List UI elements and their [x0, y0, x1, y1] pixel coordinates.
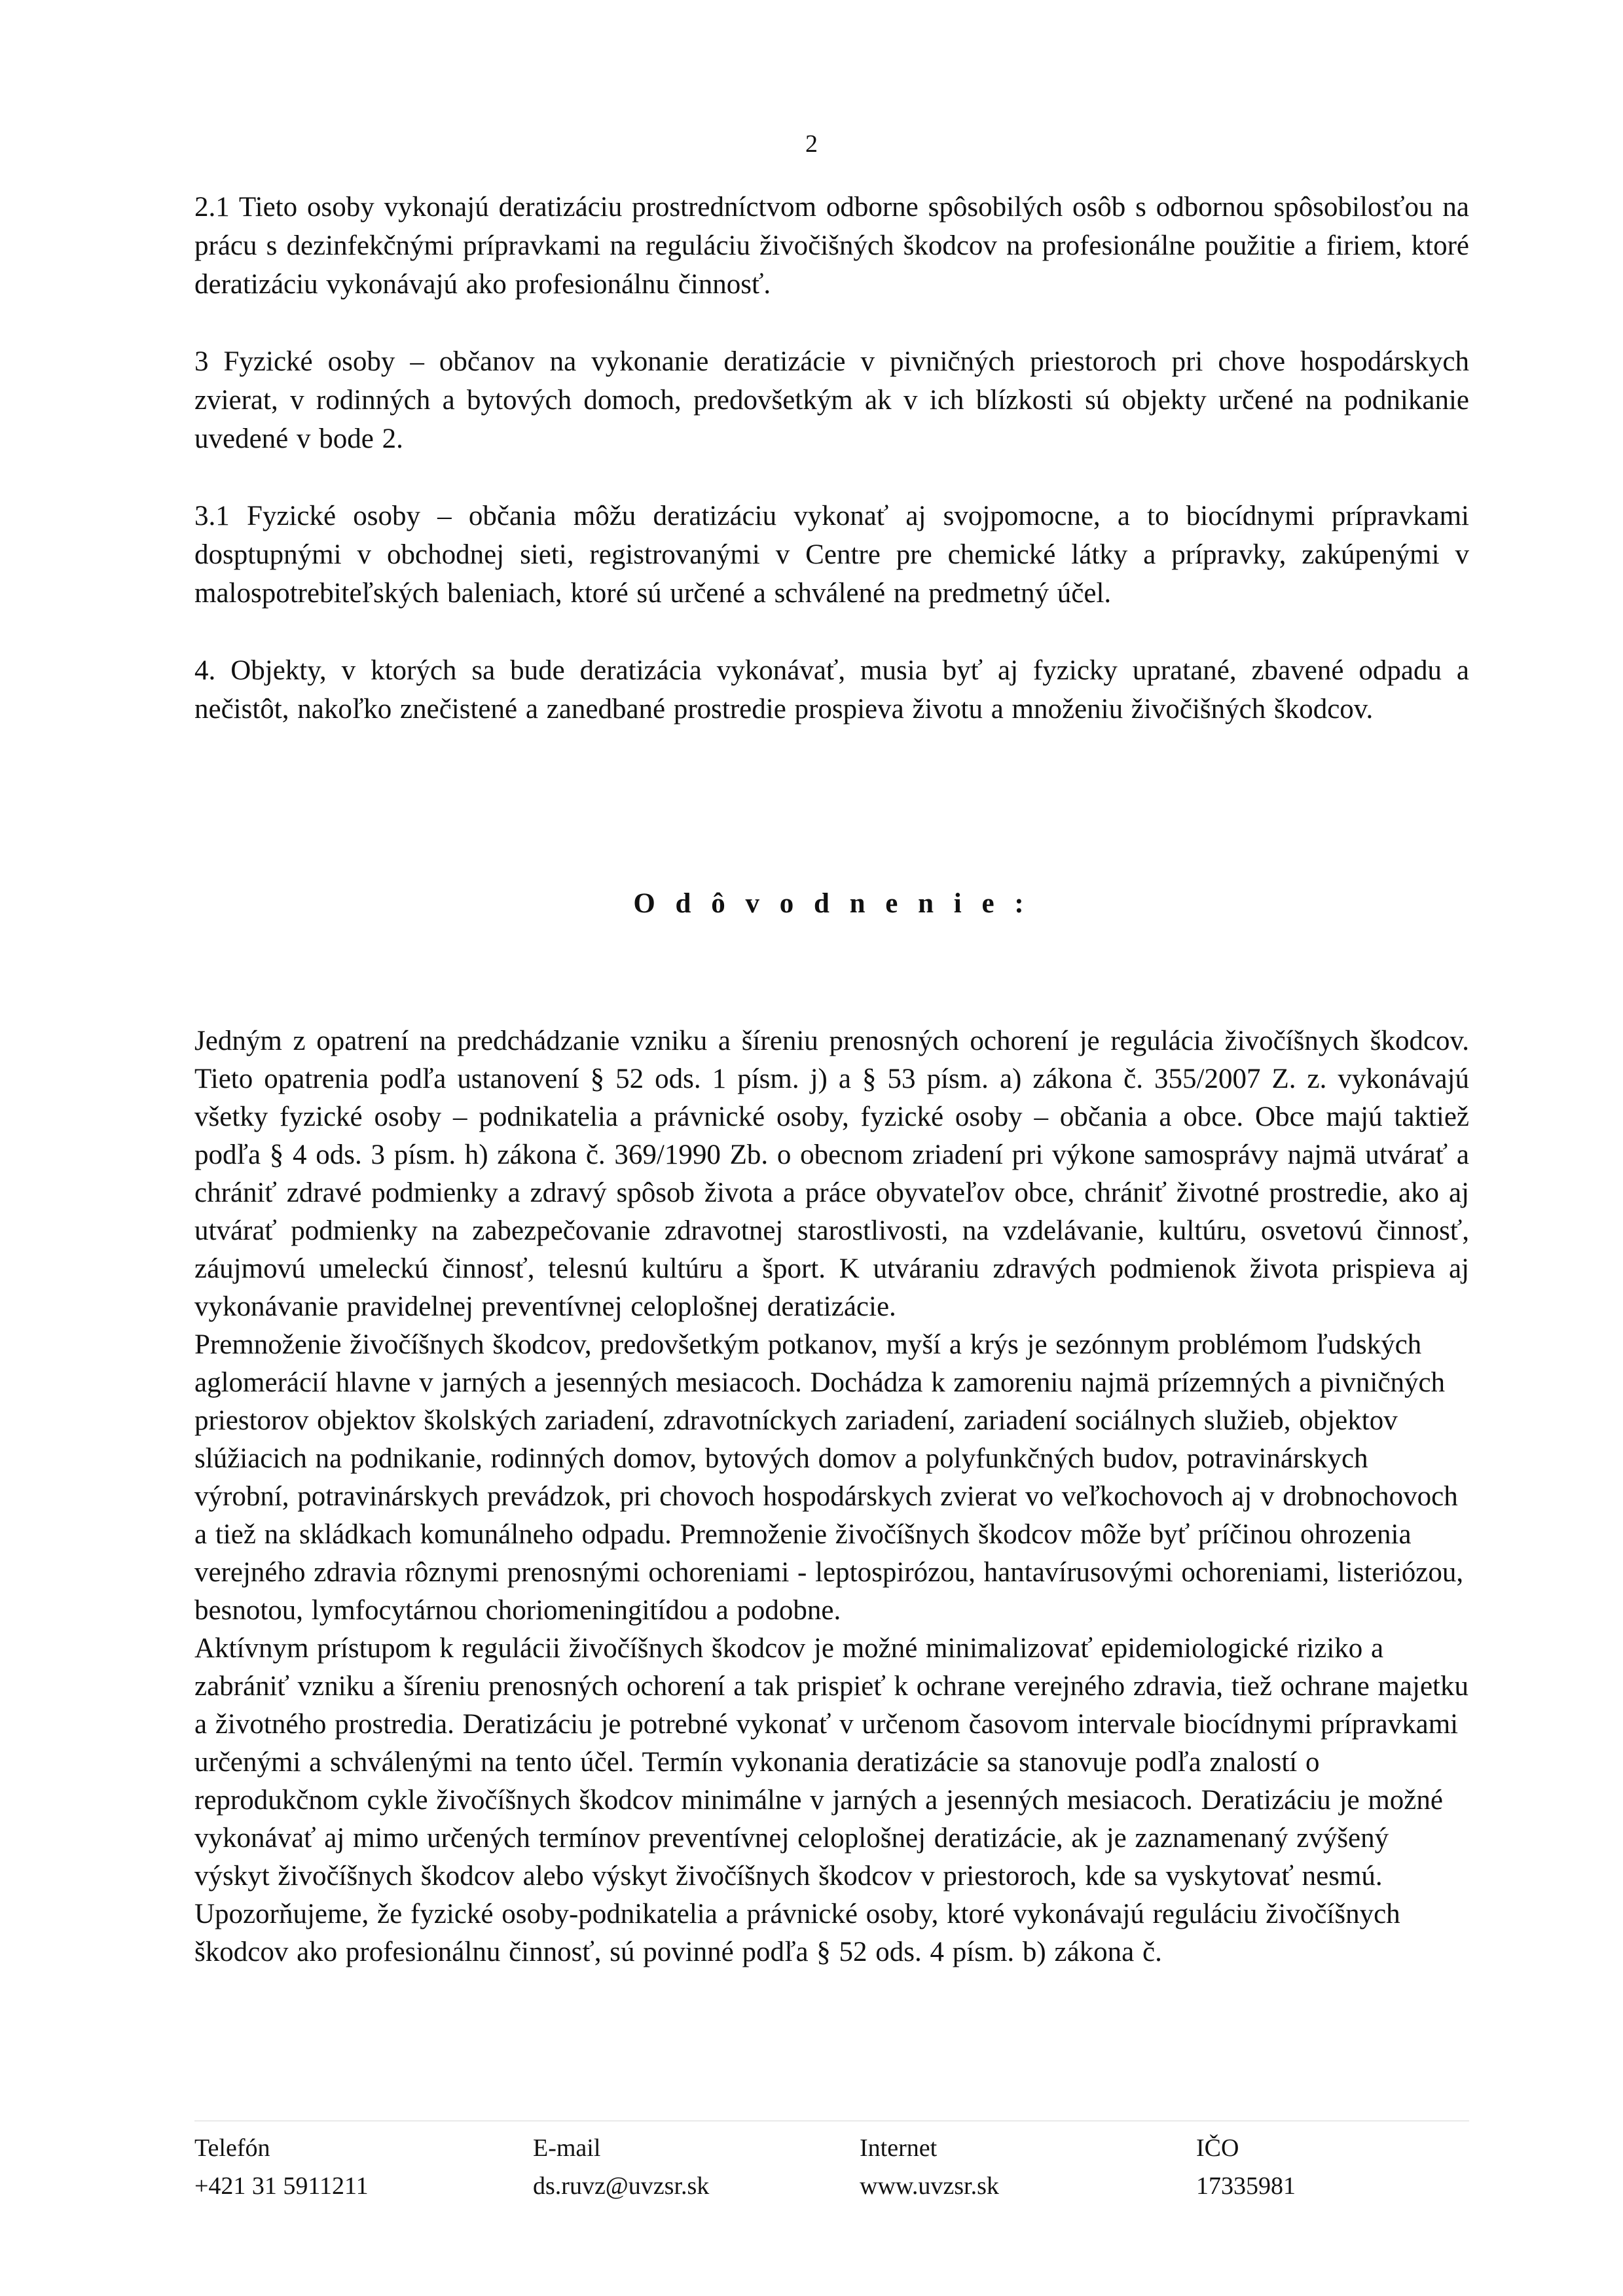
paragraph-2-1: 2.1 Tieto osoby vykonajú deratizáciu prostredníctvom odborne spôsobilých osôb s odbornou spôsobilosťou na prácu s dezinfekčnými prípravkami na reguláciu živočišných škodcov na profesionálne použitie a firiem, ktoré deratizáciu vykonávajú ako profesionálnu činnosť. — [194, 192, 1469, 300]
justification-paragraph-1: Jedným z opatrení na predchádzanie vzniku a šíreniu prenosných ochorení je regulácia živočíšnych škodcov. Tieto opatrenia podľa ustanovení § 52 ods. 1 písm. j) a § 53 písm. a) zákona č. 355/2007 Z. z. vykonávajú všetky fyzické osoby – podnikatelia a právnické osoby, fyzické osoby – občania a obce. Obce majú taktiež podľa § 4 ods. 3 písm. h) zákona č. 369/1990 Zb. o obecnom zriadení pri výkone samosprávy najmä utvárať a chrániť zdravé podmienky a zdravý spôsob života a práce obyvateľov obce, chrániť životné prostredie, ako aj utvárať podmienky na zabezpečovanie zdravotnej starostlivosti, na vzdelávanie, kultúru, osvetovú činnosť, záujmovú umeleckú činnosť, telesnú kultúru a šport. K utváraniu zdravých podmienok života prispieva aj vykonávanie pravidelnej preventívnej celoplošnej deratizácie. — [194, 1026, 1469, 1322]
justification-heading: O d ô v o d n e n i e : — [633, 888, 1030, 919]
justification-paragraph-3: Aktívnym prístupom k regulácii živočíšnych škodcov je možné minimalizovať epidemiologické riziko a zabrániť vzniku a šíreniu prenosných ochorení a tak prispieť k ochrane verejného zdravia, tiež ochrane majetku a životného prostredia. Deratizáciu je potrebné vykonať v určenom časovom intervale biocídnymi prípravkami určenými a schválenými na tento účel. Termín vykonania deratizácie sa stanovuje podľa znalostí o reprodukčnom cykle živočíšnych škodcov minimálne v jarných a jesenných mesiacoch. Deratizáciu je možné vykonávať aj mimo určených termínov preventívnej celoplošnej deratizácie, ak je zaznamenaný zvýšený výskyt živočíšnych škodcov alebo výskyt živočíšnych škodcov v priestoroch, kde sa vyskytovať nesmú. — [194, 1633, 1468, 1892]
footer-email-link[interactable]: ds.ruvz@uvzsr.sk — [533, 2172, 710, 2200]
contact-footer — [194, 2121, 1469, 2205]
footer-phone-value: +421 31 5911211 — [194, 2172, 369, 2200]
paragraph-4: 4. Objekty, v ktorých sa bude deratizácia vykonávať, musia byť aj fyzicky upratané, zbavené odpadu a nečistôt, nakoľko znečistené a zanedbané prostredie prospieva životu a množeniu živočišných škodcov. — [194, 655, 1469, 725]
footer-labels-row — [194, 2129, 1469, 2167]
justification-section — [194, 1022, 1469, 1971]
footer-values-row — [194, 2167, 1469, 2205]
justification-paragraph-4: Upozorňujeme, že fyzické osoby-podnikatelia a právnické osoby, ktoré vykonávajú reguláciu živočíšnych škodcov ako profesionálnu činnosť, sú povinné podľa § 52 ods. 4 písm. b) zákona č. — [194, 1899, 1400, 1967]
page-number: 2 — [805, 130, 818, 158]
footer-website-link[interactable]: www.uvzsr.sk — [860, 2172, 999, 2200]
footer-internet-label: Internet — [860, 2134, 938, 2162]
justification-paragraph-2: Premnoženie živočíšnych škodcov, predovšetkým potkanov, myší a krýs je sezónnym problémom ľudských aglomerácií hlavne v jarných a jesenných mesiacoch. Dochádza k zamoreniu najmä prízemných a pivničných priestorov objektov školských zariadení, zdravotníckych zariadení, zariadení sociálnych služieb, objektov slúžiacich na podnikanie, rodinných domov, bytových domov a polyfunkčných budov, potravinárskych výrobní, potravinárskych prevádzok, pri chovoch hospodárskych zvierat vo veľkochovoch aj v drobnochovoch a tiež na skládkach komunálneho odpadu. Premnoženie živočíšnych škodcov môže byť príčinou ohrozenia verejného zdravia rôznymi prenosnými ochoreniami - leptospirózou, hantavírusovými ochoreniami, listeriózou, besnotou, lymfocytárnou choriomeningitídou a podobne. — [194, 1329, 1464, 1626]
footer-ico-value: 17335981 — [1196, 2172, 1296, 2200]
paragraph-3-1: 3.1 Fyzické osoby – občania môžu deratizáciu vykonať aj svojpomocne, a to biocídnymi prípravkami dosptupnými v obchodnej sieti, registrovanými v Centre pre chemické látky a prípravky, zakúpenými v malospotrebiteľských baleniach, ktoré sú určené a schválené na predmetný účel. — [194, 501, 1469, 609]
footer-email-label: E-mail — [533, 2134, 601, 2162]
footer-phone-label: Telefón — [194, 2134, 270, 2162]
document-body — [194, 188, 1469, 1971]
footer-ico-label: IČO — [1196, 2134, 1239, 2162]
paragraph-3: 3 Fyzické osoby – občanov na vykonanie deratizácie v pivničných priestoroch pri chove hospodárskych zvierat, v rodinných a bytových domoch, predovšetkým ak v ich blízkosti sú objekty určené na podnikanie uvedené v bode 2. — [194, 346, 1469, 454]
